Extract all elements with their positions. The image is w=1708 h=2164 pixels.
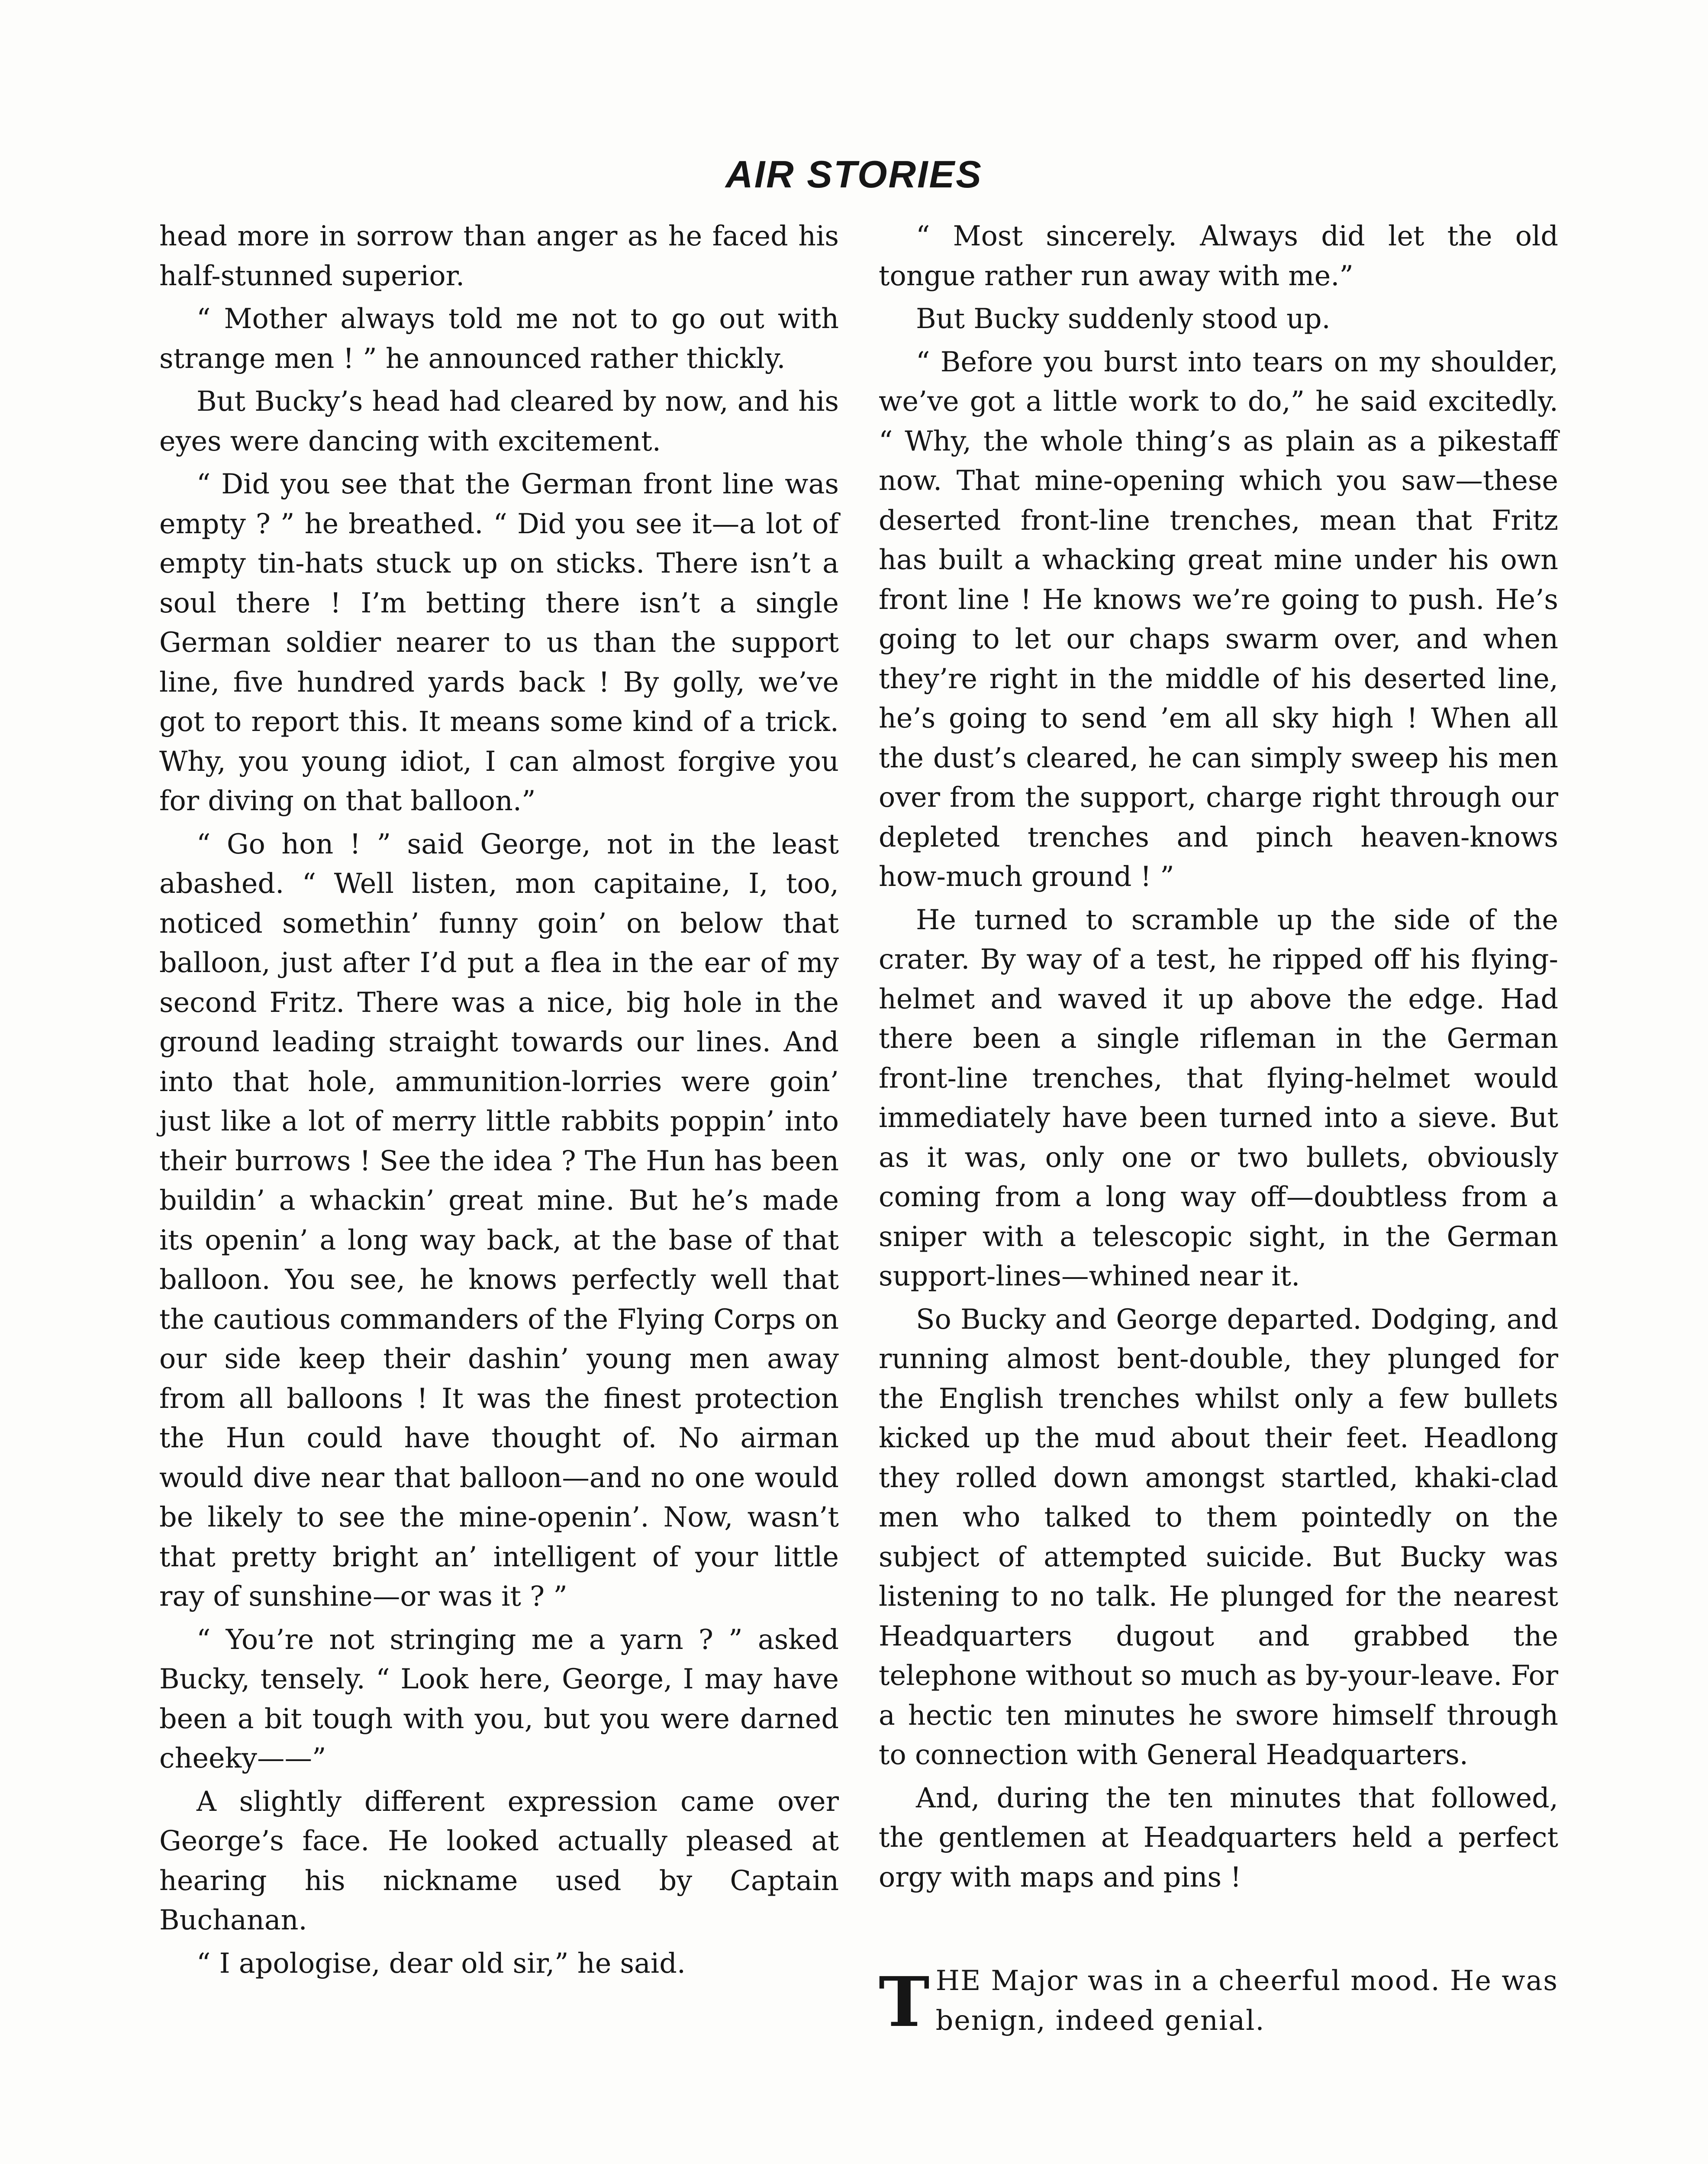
paragraph: And, during the ten minutes that followed, the gentlemen at Headquarters held a perfect orgy with maps and pins ! <box>879 1781 1558 1893</box>
paragraph: He turned to scramble up the side of the crater. By way of a test, he ripped off his flying-helmet and waved it up above the edge. Had there been a single rifleman in the German front-line trenches, that flying-helmet would immediately have been turned into a sieve. But as it was, only one or two bullets, obviously coming from a long way off—doubtless from a sniper with a telescopic sight, in the German support-lines—whined near it. <box>879 903 1558 1292</box>
drop-cap: T <box>879 1962 930 2042</box>
paragraph: “ Did you see that the German front line was empty ? ” he breathed. “ Did you see it—a lot of empty tin-hats stuck up on sticks. There isn’t a soul there ! I’m betting there isn’t a single German soldier nearer to us than the support line, five hundred yards back ! By golly, we’ve got to report this. It means some kind of a trick. Why, you young idiot, I can almost forgive you for diving on that balloon.” <box>159 468 839 817</box>
paragraph: “ You’re not stringing me a yarn ? ” asked Bucky, tensely. “ Look here, George, I may have been a bit tough with you, but you were darned cheeky——” <box>159 1623 839 1774</box>
running-head-title: AIR STORIES <box>725 153 983 196</box>
right-column <box>879 216 1558 2044</box>
paragraph: So Bucky and George departed. Dodging, and running almost bent-double, they plunged for the English trenches whilst only a few bullets kicked up the mud about their feet. Headlong they rolled down amongst startled, khaki-clad men who talked to them pointedly on the subject of attempted suicide. But Bucky was listening to no talk. He plunged for the nearest Headquarters dugout and grabbed the telephone without so much as by-your-leave. For a hectic ten minutes he swore himself through to connection with General Headquarters. <box>879 1303 1558 1771</box>
paragraph: “ Go hon ! ” said George, not in the least abashed. “ Well listen, mon capitaine, I, too, noticed somethin’ funny goin’ on below that balloon, just after I’d put a flea in the ear of my second Fritz. There was a nice, big hole in the ground leading straight towards our lines. And into that hole, ammunition-lorries were goin’ just like a lot of merry little rabbits poppin’ into their burrows ! See the idea ? The Hun has been buildin’ a whackin’ great mine. But he’s made its openin’ a long way back, at the base of that balloon. You see, he knows perfectly well that the cautious commanders of the Flying Corps on our side keep their dashin’ young men away from all balloons ! It was the finest protection the Hun could have thought of. No airman would dive near that balloon—and no one would be likely to see the mine-openin’. Now, wasn’t that pretty bright an’ intelligent of your little ray of sunshine—or was it ? ” <box>159 828 839 1612</box>
paragraph: head more in sorrow than anger as he faced his half-stunned superior. <box>159 220 839 292</box>
section-opening-paragraph <box>879 1961 1558 2040</box>
paragraph: But Bucky’s head had cleared by now, and his eyes were dancing with excitement. <box>159 385 839 457</box>
section-break <box>879 1900 1558 1961</box>
paragraph: “ Mother always told me not to go out with strange men ! ” he announced rather thickly. <box>159 303 839 374</box>
paragraph: “ Before you burst into tears on my shoulder, we’ve got a little work to do,” he said excitedly. “ Why, the whole thing’s as plain as a pikestaff now. That mine-opening which you saw—these deserted front-line trenches, mean that Fritz has built a whacking great mine under his own front line ! He knows we’re going to push. He’s going to let our chaps swarm over, and when they’re right in the middle of his deserted line, he’s going to send ’em all sky high ! When all the dust’s cleared, he can simply sweep his men over from the support, charge right through our depleted trenches and pinch heaven-knows how-much ground ! ” <box>879 345 1558 892</box>
section-opening-text: HE Major was in a cheerful mood. He was benign, indeed genial. <box>935 1964 1558 2036</box>
paragraph: “ I apologise, dear old sir,” he said. <box>197 1947 686 1979</box>
paragraph: “ Most sincerely. Always did let the old tongue rather run away with me.” <box>879 220 1558 292</box>
paragraph: A slightly different expression came over George’s face. He looked actually pleased at hearing his nickname used by Captain Buchanan. <box>159 1785 839 1936</box>
paragraph: But Bucky suddenly stood up. <box>916 303 1331 335</box>
left-column <box>159 216 839 1987</box>
